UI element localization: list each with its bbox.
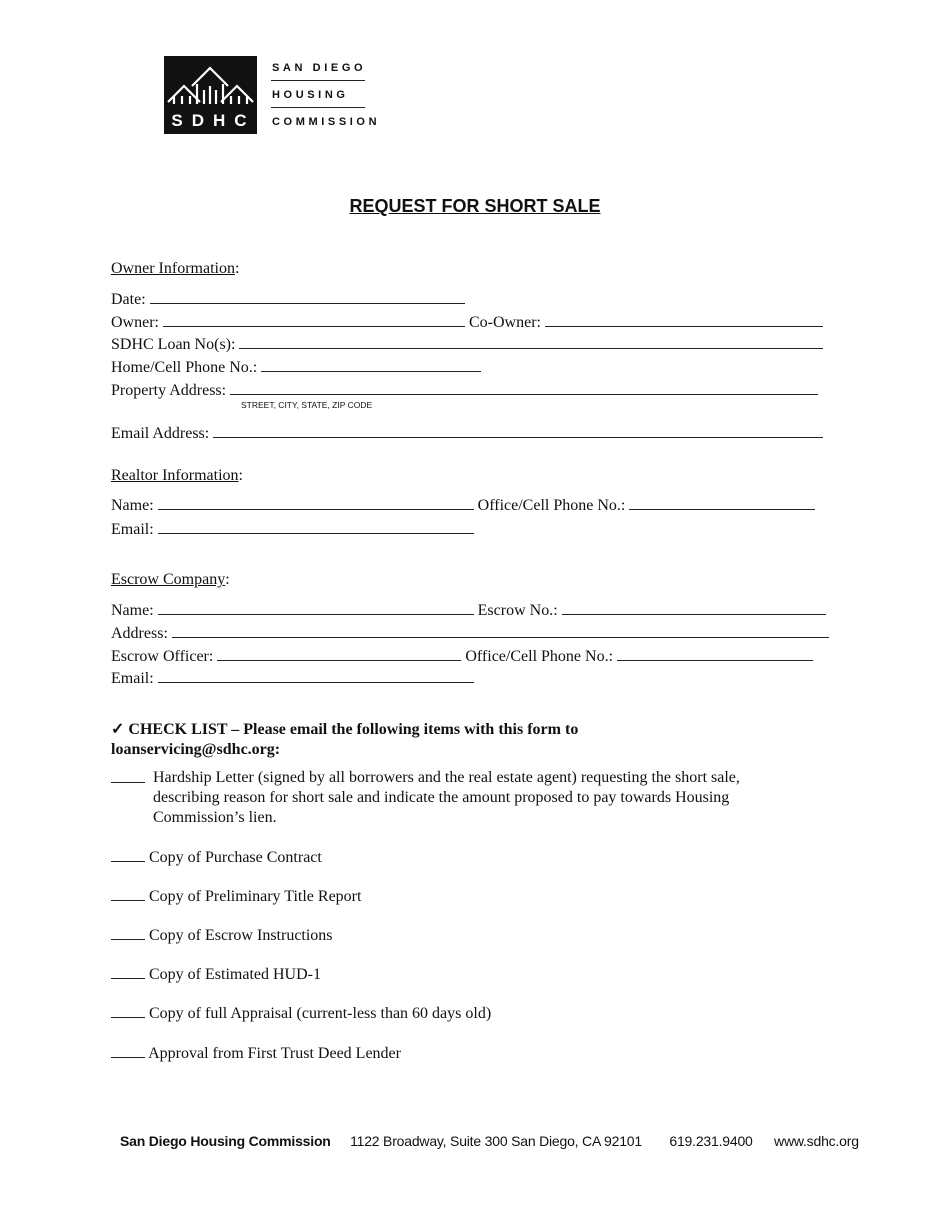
realtor-phone-label: Office/Cell Phone No.: xyxy=(477,497,626,514)
realtor-name-label: Name: xyxy=(111,497,154,514)
logo-wordmark xyxy=(272,58,380,139)
realtor-email-field[interactable] xyxy=(158,519,474,534)
checklist-item xyxy=(111,1043,401,1063)
co-owner-field[interactable] xyxy=(545,312,823,327)
escrow-no-field[interactable] xyxy=(562,600,826,615)
owner-label: Owner: xyxy=(111,314,159,331)
realtor-email-row xyxy=(111,519,474,539)
checklist-heading-line-2: loanservicing@sdhc.org: xyxy=(111,741,281,758)
checklist-item-label: Copy of Escrow Instructions xyxy=(149,927,333,944)
escrow-officer-label: Escrow Officer: xyxy=(111,648,214,665)
escrow-name-row xyxy=(111,600,826,620)
escrow-address-label: Address: xyxy=(111,625,168,642)
owner-row xyxy=(111,312,823,332)
email-address-label: Email Address: xyxy=(111,425,210,442)
escrow-email-row xyxy=(111,668,474,688)
escrow-name-label: Name: xyxy=(111,602,154,619)
checklist-blank[interactable] xyxy=(111,768,145,783)
escrow-email-label: Email: xyxy=(111,670,154,687)
escrow-officer-row xyxy=(111,646,813,666)
email-address-field[interactable] xyxy=(213,423,823,438)
realtor-phone-field[interactable] xyxy=(629,495,815,510)
escrow-phone-label: Office/Cell Phone No.: xyxy=(465,648,614,665)
realtor-name-row xyxy=(111,495,815,515)
loan-row xyxy=(111,334,823,354)
owner-field[interactable] xyxy=(163,312,465,327)
checklist-blank[interactable] xyxy=(111,847,145,862)
footer-address: 1122 Broadway, Suite 300 San Diego, CA 92101 xyxy=(350,1133,642,1149)
checklist-blank[interactable] xyxy=(111,1003,145,1018)
realtor-name-field[interactable] xyxy=(158,495,474,510)
hardship-line-2: describing reason for short sale and indicate the amount proposed to pay towards Housing xyxy=(153,789,730,806)
checklist-blank[interactable] xyxy=(111,925,145,940)
checklist-item-label: Copy of full Appraisal (current-less than 60 days old) xyxy=(149,1005,492,1022)
realtor-section-heading: Realtor Information: xyxy=(111,467,243,484)
escrow-email-field[interactable] xyxy=(158,668,474,683)
date-row xyxy=(111,289,465,309)
logo-mark-text: SDHC xyxy=(171,111,256,130)
checklist-item xyxy=(111,964,321,984)
checklist-item xyxy=(111,925,333,945)
co-owner-label: Co-Owner: xyxy=(468,314,541,331)
property-address-hint: STREET, CITY, STATE, ZIP CODE xyxy=(241,400,373,410)
checklist-item xyxy=(111,886,361,906)
escrow-officer-field[interactable] xyxy=(217,646,461,661)
checklist-heading-line-1: ✓ CHECK LIST – Please email the following items with this form to xyxy=(111,721,579,738)
owner-section-heading: Owner Information: xyxy=(111,260,240,277)
checklist-blank[interactable] xyxy=(111,964,145,979)
footer-website[interactable]: www.sdhc.org xyxy=(774,1133,859,1149)
logo-divider xyxy=(271,80,365,81)
logo-line-3: COMMISSION xyxy=(272,116,381,128)
escrow-address-row xyxy=(111,623,829,643)
escrow-name-field[interactable] xyxy=(158,600,474,615)
loan-field[interactable] xyxy=(239,334,823,349)
checklist-blank[interactable] xyxy=(111,886,145,901)
logo-divider xyxy=(271,107,365,108)
loan-label: SDHC Loan No(s): xyxy=(111,336,236,353)
property-address-row xyxy=(111,380,818,400)
escrow-section-heading: Escrow Company: xyxy=(111,571,230,588)
checklist-item-label: Approval from First Trust Deed Lender xyxy=(148,1045,401,1062)
checklist-item-label: Copy of Estimated HUD-1 xyxy=(149,966,321,983)
sdhc-logo-mark xyxy=(164,56,257,134)
hardship-line-1: Hardship Letter (signed by all borrowers and the real estate agent) requesting the short sale, xyxy=(153,769,740,786)
checklist-item xyxy=(111,847,322,867)
checklist-item-hardship xyxy=(111,768,145,788)
property-address-label: Property Address: xyxy=(111,382,227,399)
home-phone-row xyxy=(111,357,481,377)
property-address-field[interactable] xyxy=(230,380,818,395)
home-phone-label: Home/Cell Phone No.: xyxy=(111,359,258,376)
escrow-no-label: Escrow No.: xyxy=(477,602,558,619)
email-address-row xyxy=(111,423,823,443)
date-field[interactable] xyxy=(150,289,465,304)
escrow-phone-field[interactable] xyxy=(617,646,813,661)
footer-phone: 619.231.9400 xyxy=(669,1133,753,1149)
footer xyxy=(120,1133,859,1149)
logo-line-2: HOUSING xyxy=(272,89,349,101)
realtor-email-label: Email: xyxy=(111,521,154,538)
checklist-item-label: Copy of Preliminary Title Report xyxy=(149,888,362,905)
logo-line-1: SAN DIEGO xyxy=(272,62,367,74)
date-label: Date: xyxy=(111,291,146,308)
hardship-line-3: Commission’s lien. xyxy=(153,809,277,826)
checklist-heading xyxy=(111,720,578,760)
hardship-text xyxy=(153,768,740,828)
checklist-item-label: Copy of Purchase Contract xyxy=(149,849,322,866)
checklist-blank[interactable] xyxy=(111,1043,145,1058)
checklist-item xyxy=(111,1003,491,1023)
home-phone-field[interactable] xyxy=(261,357,481,372)
escrow-address-field[interactable] xyxy=(172,623,829,638)
page-title: REQUEST FOR SHORT SALE xyxy=(349,196,601,216)
footer-org: San Diego Housing Commission xyxy=(120,1133,331,1149)
